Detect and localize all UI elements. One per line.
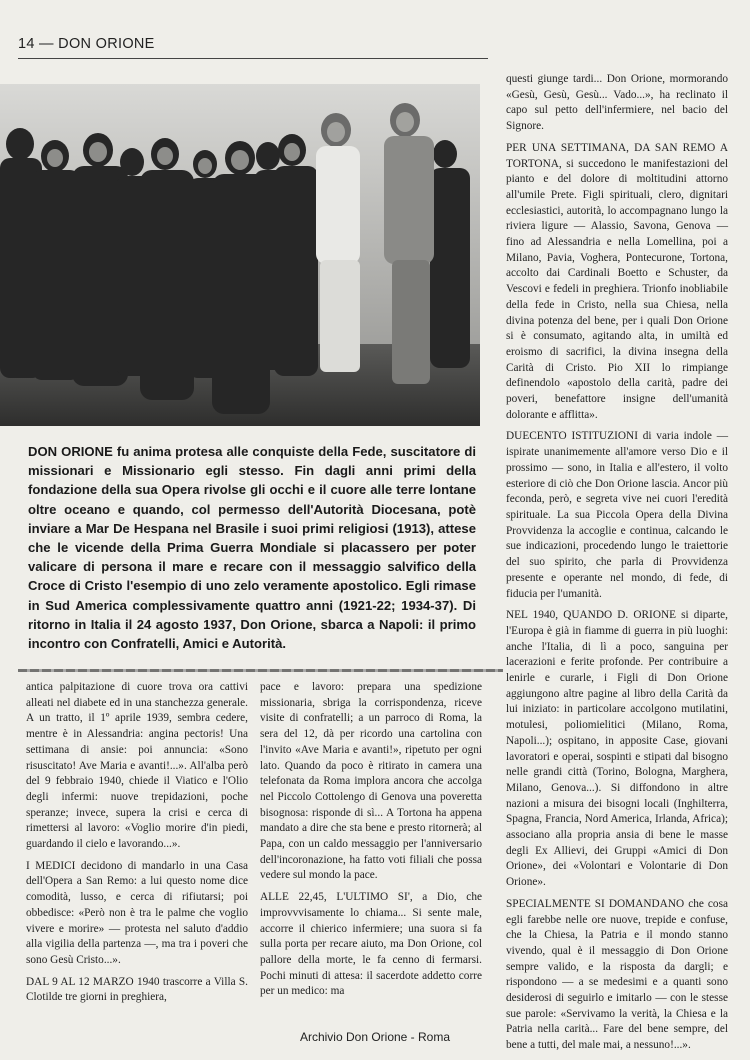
paragraph: NEL 1940, QUANDO D. ORIONE si diparte, l'Europa è già in fiamme di guerra in più luoghi: anche l'Italia, di lì a poco, sanguina per lacerazioni e ferite profonde. Per contribuire a lenirle e curarle, i Figli di Don Orione aggiungono altre pagine al libro della Carità da lui iniziato: in particolare accolgono mutilatini, motulesi, poliomielitici (Milano, Roma, Napoli...); ospitano, in apposite Case, giovani lavoratori e operai, sospinti e stipati dal bisogno nelle grandi città (Torino, Bologna, Marghera, Milano, Genova...). Si diffondono in altre nazioni a misura dei bisogni locali (Inghilterra, Spagna, Francia, Nord America, Irlanda, Africa); associano alla propria ansia di bene le masse degli Ex Allievi, dei Gruppi «Amici di Don Orione», dei «Volontari e Volontarie di Don Orione». [506,609,728,889]
page-header: 14 — DON ORIONE [18,36,155,52]
group-photo [0,84,480,426]
archive-footer: Archivio Don Orione - Roma [299,1030,451,1044]
paragraph: SPECIALMENTE SI DOMANDANO che cosa egli farebbe nelle ore nuove, trepide e confuse, che la Chiesa, la Patria e il mondo stanno vivendo, qual è il messaggio di Don Orione sempre valido, e la risposta da dargli; e rispondono — a se medesimi e a quanti sono desiderosi di seguirlo e imitarlo — con le stesse sue parole: «Servivamo la verità, la Chiesa e la Patria nella carità... Fare del bene sempre, del bene a tutti, del male mai, a nessuno!...». [506,897,728,1052]
paragraph: PER UNA SETTIMANA, DA SAN REMO A TORTONA, si succedono le manifestazioni del pianto e del dolore di moltitudini attorno all'umile Prete. Figli spirituali, clero, dignitari ecclesiastici, autorità, lo accompagnano lungo la riviera ligure — Alassio, Savona, Genova — fino ad Alessandria e nella Lomellina, poi a Milano, Pavia, Voghera, Pontecurone, Tortona, accolto dai Cardinali Boetto e Schuster, da Vescovi e fedeli in preghiera. Trionfo inobliabile della fede in Cristo, nella sua Chiesa, nella divina potenza del bene, per i quali Don Orione si è consumato, agitando alta, in umiltà ed eroismo di sacrifici, la divina insegna della Carità di Cristo. Pio XII lo rimpiange definendolo «apostolo della carità, padre dei poveri, benefattore insigne dell'umanità dolorante e afflitta». [506,141,728,421]
photo-caption: DON ORIONE fu anima protesa alle conquiste della Fede, suscitatore di missionari e Missionario egli stesso. Fin dagli anni primi della fondazione della sua Opera rivolse gli occhi e il cuore alle terre lontane oltre oceano e quando, col permesso dell'Autorità Diocesana, potè inviare a Mar De Hespana nel Brasile i suoi primi religiosi (1913), attese che le vicende della Prima Guerra Mondiale si placassero per poter valicare di persona il mare e recare con il messaggio salvifico della Croce di Cristo l'esempio di uno zelo veramente apostolico. Egli rimase in Sud America complessivamente quattro anni (1921-22; 1934-37). Di ritorno in Italia il 24 agosto 1937, Don Orione, sbarca a Napoli: il primo incontro con Confratelli, Amici e Autorità. [28,444,476,652]
text-column-3 [506,72,728,1060]
paragraph: questi giunge tardi... Don Orione, mormorando «Gesù, Gesù, Gesù... Vado...», ha reclinato il capo sul petto dell'infermiere, nel bacio del Signore. [506,73,728,133]
header-rule [18,58,488,59]
paragraph: DUECENTO ISTITUZIONI di varia indole — ispirate unanimemente all'amore verso Dio e il prossimo — sono, in Italia e all'estero, il volto esteriore di ciò che Don Orione lascia. Ancor più feconda, però, e segreta vive nei cuori l'eredità spirituale. La sua Piccola Opera della Divina Provvidenza la accoglie e continua, calcando le sue indicazioni, procedendo lungo le traiettorie del suo spirito, che parla di Provvidenza presente e operante nel mondo, di fede, di fiducia per l'umanità. [506,430,728,600]
paragraph: pace e lavoro: prepara una spedizione missionaria, sbriga la corrispondenza, riceve visite di confratelli; a un parroco di Roma, la sera del 12, dà per ricordo una cartolina con l'invito «Ave Maria e avanti!», ripetuto per ogni lato. Quando da poco è ritirato in camera una telefonata da Roma implora ancora che accolga nel Piccolo Cottolengo di Genova una poveretta bisognosa: risponde di sì... A Tortona ha appena mandato a dire che sta bene e presto ritornerà; al Papa, con un caldo messaggio per l'anniversario dell'incoronazione, ha fatto voti filiali che possa vedere sul mondo la pace. [260,681,482,882]
paragraph: DAL 9 AL 12 MARZO 1940 trascorre a Villa S. Clotilde tre giorni in preghiera, [26,975,248,1004]
paragraph: antica palpitazione di cuore trova ora cattivi alleati nel diabete ed in una stanchezza generale. A un tratto, il 1º aprile 1939, sembra cedere, mentre è in Alessandria: angina pectoris! Una settimana di ansie: poi annuncia: «Sono risuscitato! Ave Maria e avanti!...». All'alba però del 9 febbraio 1940, chiede il Viatico e l'Olio degli infermi: nuove trepidazioni, poche speranze; invece, supera la crisi e cerca di rimettersi al lavoro: «Voglio morire d'in piedi, guardando il cielo e lavorando...». [26,681,248,851]
section-divider [18,669,503,672]
paragraph: I MEDICI decidono di mandarlo in una Casa dell'Opera a San Remo: a lui questo nome dice comodità, lusso, e cerca di rifiutarsi; poi obbedisce: «Però non è tra le palme che voglio vivere e morire» — protesta nel saluto d'addio alla vigilia della partenza —, ma tra i poveri che sono Gesù Cristo...». [26,859,248,966]
paragraph: ALLE 22,45, L'ULTIMO SI', a Dio, che improvvvisamente lo chiama... Si sente male, accorre il chierico infermiere; una suora si fa sulla porta per recare aiuto, ma Don Orione, col pallore della morte, le fa cenno di fermarsi. Pochi minuti di attesa: il sacerdote addetto corre per un medico: ma [260,891,482,998]
text-column-1 [26,680,248,1012]
text-column-2 [260,680,482,1006]
